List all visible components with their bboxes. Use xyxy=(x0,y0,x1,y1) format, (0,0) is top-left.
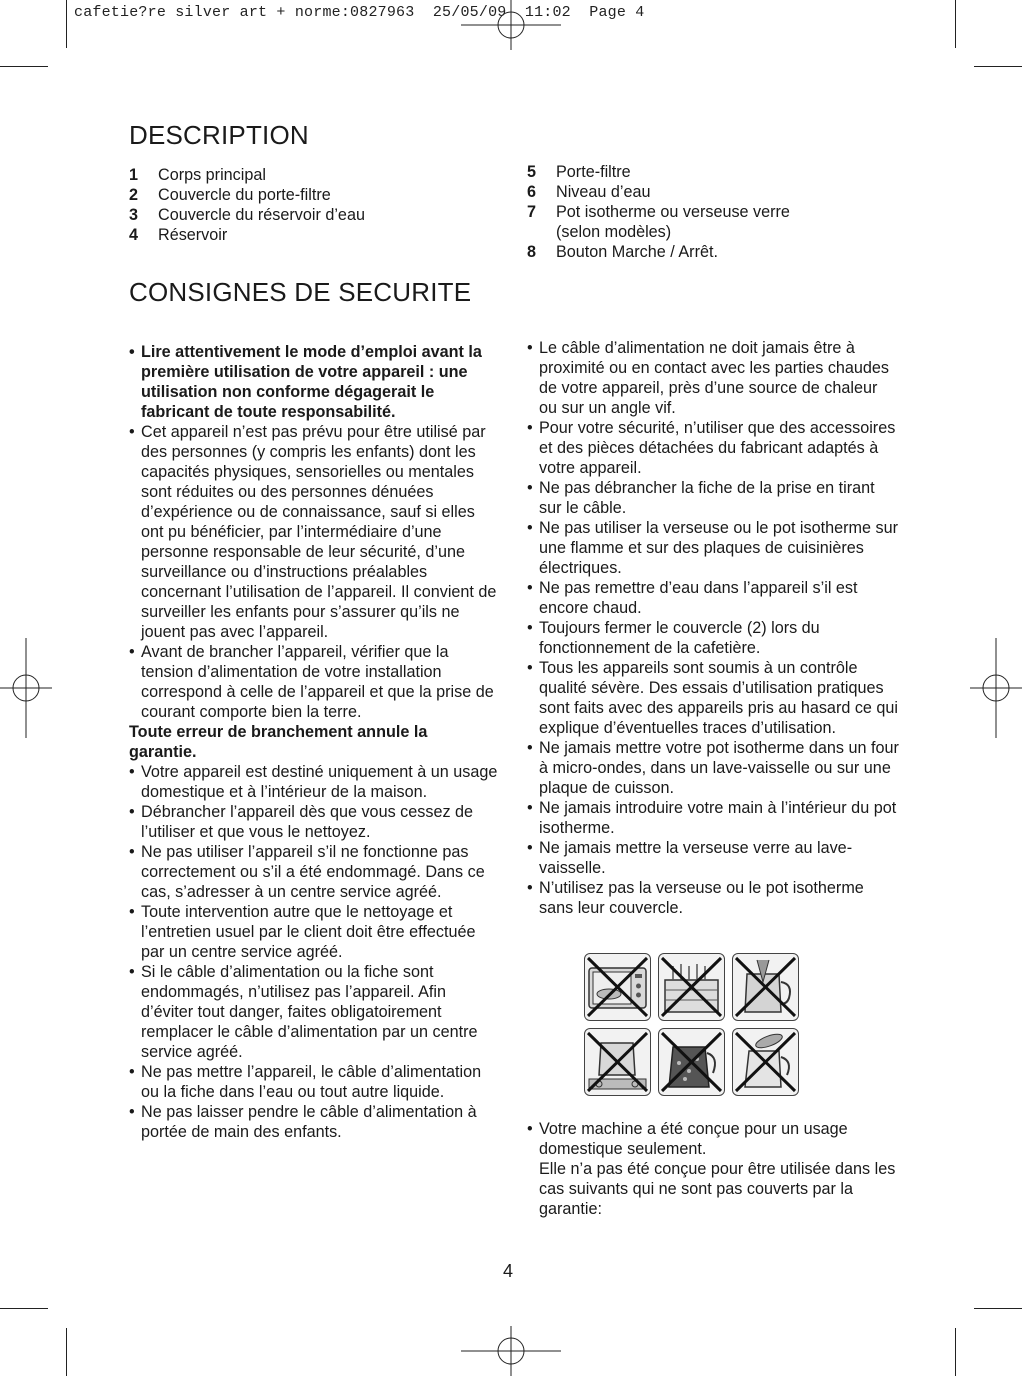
list-item xyxy=(129,185,489,205)
list-item: • Ne pas remettre d’eau dans l’appareil s’il est encore chaud. xyxy=(527,578,899,618)
item-number xyxy=(527,222,556,242)
list-item xyxy=(129,205,489,225)
item-number: 4 xyxy=(129,226,139,244)
warranty-exclusions-intro: Elle n’a pas été conçue pour être utilisée dans les cas suivants qui ne sont pas couverts par la garantie: xyxy=(539,1160,896,1218)
list-item: • Ne jamais mettre votre pot isotherme dans un four à micro-ondes, dans un lave-vaisselle ou sur une plaque de cuisson. xyxy=(527,738,899,798)
item-label: Porte-filtre xyxy=(556,163,631,181)
item-label: Couvercle du porte-filtre xyxy=(158,186,331,204)
list-item: • Si le câble d’alimentation ou la fiche sont endommagés, n’utilisez pas l’appareil. Afin d’éviter tout danger, faites obligatoirement remplacer le câble d’alimentation par un centre service agréé. xyxy=(129,962,499,1062)
no-stovetop-icon xyxy=(584,1028,651,1096)
item-number: 3 xyxy=(129,206,139,224)
prohibition-pictograms xyxy=(584,953,804,1098)
item-label: Corps principal xyxy=(158,166,266,184)
item-number: 8 xyxy=(527,243,537,261)
registration-mark-top xyxy=(461,0,561,50)
item-number: 6 xyxy=(527,183,537,201)
description-list-left xyxy=(129,165,489,245)
warranty-note: Toute erreur de branchement annule la garantie. xyxy=(129,723,428,761)
crop-mark xyxy=(66,0,67,48)
list-item: • Ne pas utiliser l’appareil s’il ne fonctionne pas correctement ou s’il a été endommagé. Dans ce cas, s’adresser à un centre service agréé. xyxy=(129,842,499,902)
list-item xyxy=(129,165,489,185)
list-item: • Cet appareil n’est pas prévu pour être utilisé par des personnes (y compris les enfants) dont les capacités physiques, sensorielles ou mentales sont réduites ou des personnes dénuées d’expérience ou de connaissance, sauf si elles ont pu bénéficier, par l’intermédiaire d’une personne responsable de leur sécurité, d’une surveillance ou d’instructions préalables concernant l’utilisation de l’appareil. Il convient de surveiller les enfants pour s’assurer qu’ils ne jouent pas avec l’appareil. xyxy=(129,422,499,642)
list-item xyxy=(527,242,907,262)
list-item xyxy=(527,222,907,242)
item-label: (selon modèles) xyxy=(556,223,672,241)
page-number: 4 xyxy=(503,1261,514,1281)
item-label: Pot isotherme ou verseuse verre xyxy=(556,203,790,221)
item-label: Couvercle du réservoir d’eau xyxy=(158,206,365,224)
print-slug: cafetie?re silver art + norme:0827963 25/05/09 11:02 Page 4 xyxy=(74,4,645,21)
list-item: • Ne jamais mettre la verseuse verre au lave-vaisselle. xyxy=(527,838,899,878)
no-hand-in-thermos-icon xyxy=(732,953,799,1021)
list-item: • Ne pas mettre l’appareil, le câble d’alimentation ou la fiche dans l’eau ou tout autre liquide. xyxy=(129,1062,499,1102)
crop-mark xyxy=(0,66,48,67)
crop-mark xyxy=(66,1328,67,1376)
item-label: Bouton Marche / Arrêt. xyxy=(556,243,718,261)
item-number: 7 xyxy=(527,203,537,221)
list-item xyxy=(527,1119,899,1219)
registration-mark-left xyxy=(0,638,52,738)
item-number: 1 xyxy=(129,166,139,184)
safety-column-left xyxy=(129,342,499,1142)
list-item: • Ne jamais introduire votre main à l’intérieur du pot isotherme. xyxy=(527,798,899,838)
list-item: • Le câble d’alimentation ne doit jamais être à proximité ou en contact avec les parties chaudes de votre appareil, près d’une source de chaleur ou sur un angle vif. xyxy=(527,338,899,418)
crop-mark xyxy=(955,1328,956,1376)
no-dishwasher-icon xyxy=(658,953,725,1021)
crop-mark xyxy=(955,0,956,48)
list-item: • Toujours fermer le couvercle (2) lors du fonctionnement de la cafetière. xyxy=(527,618,899,658)
warranty-scope: Votre machine a été conçue pour un usage domestique seulement. xyxy=(539,1120,848,1158)
list-item xyxy=(527,182,907,202)
description-title: DESCRIPTION xyxy=(129,120,309,150)
registration-mark-right xyxy=(970,638,1022,738)
list-item xyxy=(527,162,907,182)
list-item xyxy=(129,225,489,245)
crop-mark xyxy=(974,1308,1022,1309)
list-item: • Tous les appareils sont soumis à un contrôle qualité sévère. Des essais d’utilisation pratiques sont faits avec des appareils pris au hasard ce qui explique d’éventuelles traces d’utilisation. xyxy=(527,658,899,738)
description-list-right xyxy=(527,162,907,262)
registration-mark-bottom xyxy=(461,1326,561,1376)
no-glass-jug-dishwasher-icon xyxy=(658,1028,725,1096)
list-item: • Ne pas laisser pendre le câble d’alimentation à portée de main des enfants. xyxy=(129,1102,499,1142)
list-item: • Ne pas débrancher la fiche de la prise en tirant sur le câble. xyxy=(527,478,899,518)
no-microwave-icon xyxy=(584,953,651,1021)
safety-column-right-warranty xyxy=(527,1119,899,1219)
safety-title: CONSIGNES DE SECURITE xyxy=(129,277,472,307)
list-item: • Toute intervention autre que le nettoyage et l’entretien usuel par le client doit être effectuée par un centre service agréé. xyxy=(129,902,499,962)
safety-column-right xyxy=(527,338,899,918)
list-item: • Avant de brancher l’appareil, vérifier que la tension d’alimentation de votre installation correspond à celle de l’appareil et que la prise de courant comporte bien la terre. xyxy=(129,642,499,722)
list-item: • Pour votre sécurité, n’utiliser que des accessoires et des pièces détachées du fabricant adaptés à votre appareil. xyxy=(527,418,899,478)
list-item: • Votre appareil est destiné uniquement à un usage domestique et à l’intérieur de la maison. xyxy=(129,762,499,802)
crop-mark xyxy=(974,66,1022,67)
item-number: 2 xyxy=(129,186,139,204)
list-item: • Ne pas utiliser la verseuse ou le pot isotherme sur une flamme et sur des plaques de cuisinières électriques. xyxy=(527,518,899,578)
list-item: • Lire attentivement le mode d’emploi avant la première utilisation de votre appareil : une utilisation non conforme dégagerait le fabricant de toute responsabilité. xyxy=(129,342,499,422)
item-number: 5 xyxy=(527,163,537,181)
item-label: Réservoir xyxy=(158,226,228,244)
list-item: • Débrancher l’appareil dès que vous cessez de l’utiliser et que vous le nettoyez. xyxy=(129,802,499,842)
no-jug-without-lid-icon xyxy=(732,1028,799,1096)
list-item: • N’utilisez pas la verseuse ou le pot isotherme sans leur couvercle. xyxy=(527,878,899,918)
list-item xyxy=(527,202,907,222)
item-label: Niveau d’eau xyxy=(556,183,651,201)
crop-mark xyxy=(0,1308,48,1309)
